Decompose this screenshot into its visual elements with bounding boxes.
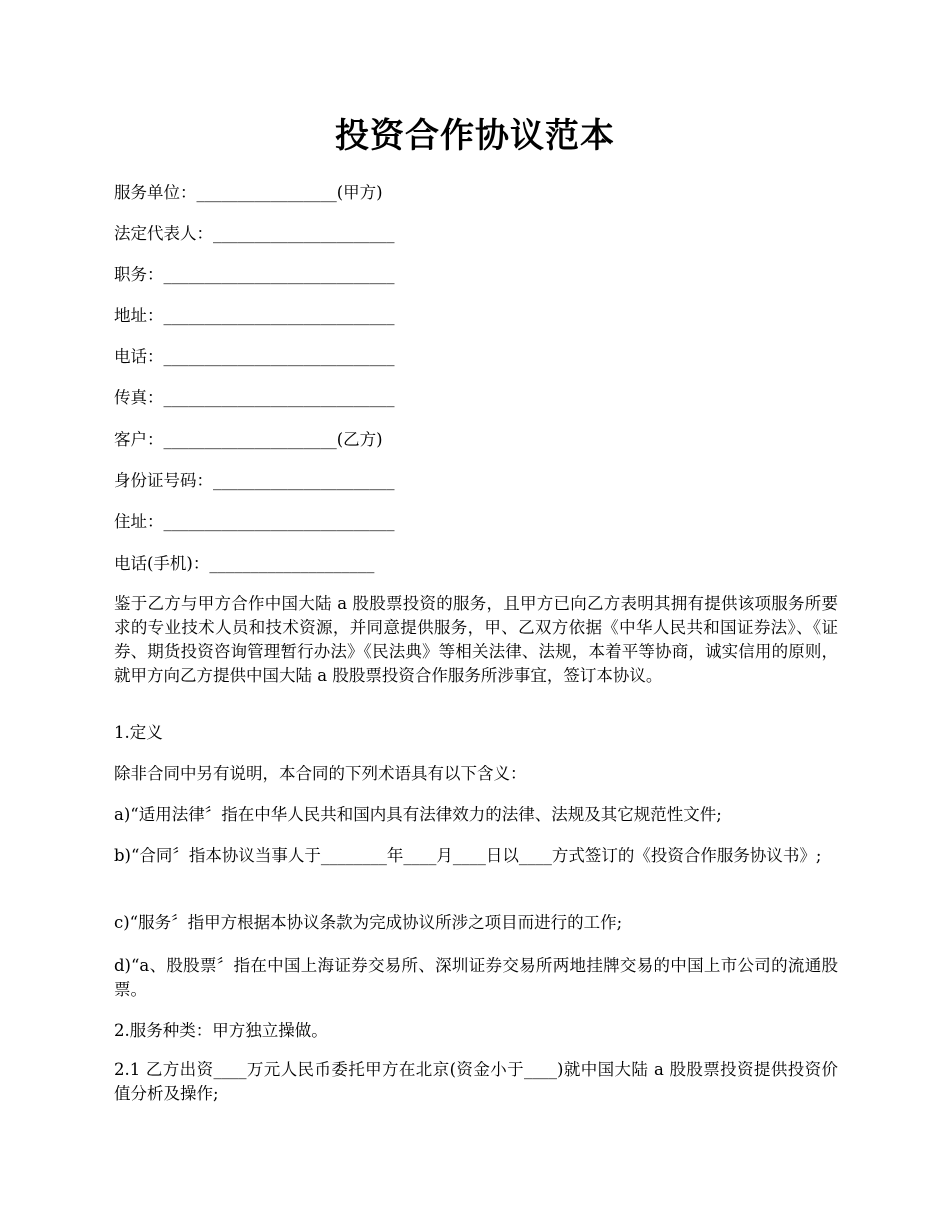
field-client: 客户：_____________________(乙方) [114, 430, 383, 449]
field-address: 地址：____________________________ [114, 306, 395, 325]
field-legal-representative: 法定代表人：______________________ [114, 224, 395, 243]
field-residence: 住址：____________________________ [114, 512, 395, 531]
field-telephone: 电话：____________________________ [114, 347, 395, 366]
field-mobile: 电话(手机)：____________________ [114, 554, 375, 573]
document-title: 投资合作协议范本 [335, 116, 615, 156]
field-service-unit: 服务单位：_________________(甲方) [114, 183, 383, 202]
field-fax: 传真：____________________________ [114, 388, 395, 407]
section-2-heading: 2.服务种类：甲方独立操做。 [114, 1021, 328, 1040]
field-id-number: 身份证号码：______________________ [114, 471, 395, 490]
preamble-paragraph: 鉴于乙方与甲方合作中国大陆 a 股股票投资的服务，且甲方已向乙方表明其拥有提供该项服务所要求的专业技术人员和技术资源，并同意提供服务，甲、乙双方依据《中华人民共和国证券法》、《证券、期货投资咨询管理暂行办法》《民法典》等相关法律、法规，本着平等协商，诚实信用的原则，就甲方向乙方提供中国大陆 a 股股票投资合作服务所涉事宜，签订本协议。 [114, 594, 838, 685]
definition-c: c)“服务〞指甲方根据本协议条款为完成协议所涉之项目而进行的工作; [114, 913, 623, 932]
clause-2-1: 2.1 乙方出资____万元人民币委托甲方在北京(资金小于____)就中国大陆 a 股股票投资提供投资价值分析及操作; [114, 1060, 838, 1103]
section-1-intro: 除非合同中另有说明，本合同的下列术语具有以下含义： [114, 764, 527, 783]
section-1-heading: 1.定义 [114, 723, 163, 742]
definition-d: d)“a、股股票〞指在中国上海证券交易所、深圳证券交易所两地挂牌交易的中国上市公司的流通股票。 [114, 956, 838, 999]
definition-b: b)“合同〞指本协议当事人于________年____月____日以____方式签订的《投资合作服务协议书》; [114, 846, 822, 865]
field-position: 职务：____________________________ [114, 265, 395, 284]
definition-a: a)“适用法律〞指在中华人民共和国内具有法律效力的法律、法规及其它规范性文件; [114, 805, 722, 824]
